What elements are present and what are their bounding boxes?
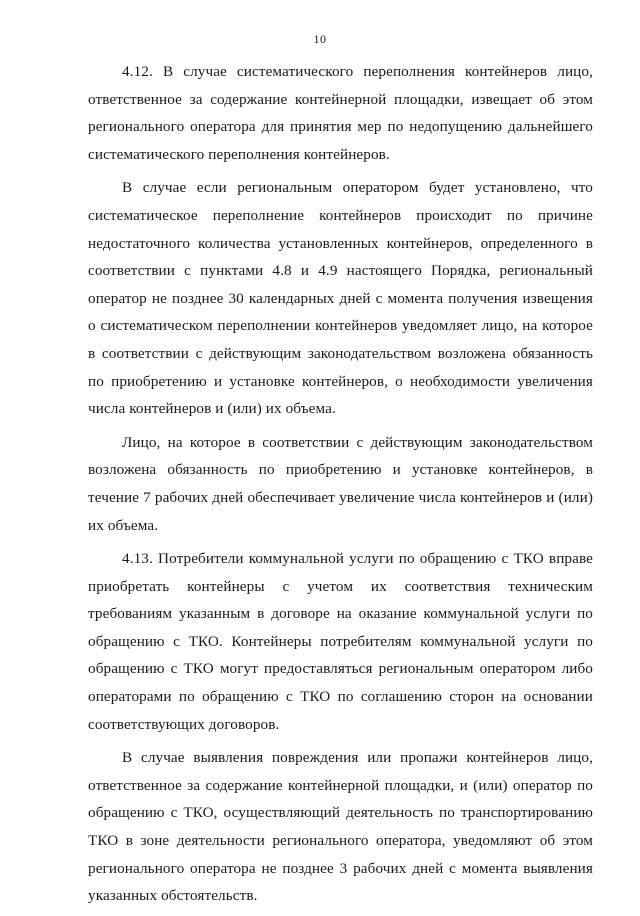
paragraph-damage-loss-notice: В случае выявления повреждения или пропажи контейнеров лицо, ответственное за содержание контейнерной площадки, и (или) оператор по обращению с ТКО, осуществляющий деятельность по транспортированию ТКО в зоне деятельности регионального оператора, уведомляют об этом регионального оператора не позднее 3 рабочих дней с момента выявления указанных обстоятельств. — [88, 749, 593, 905]
paragraph-4-13: 4.13. Потребители коммунальной услуги по обращению с ТКО вправе приобретать контейнеры с учетом их соответствия техническим требованиям указанным в договоре на оказание коммунальной услуги по обращению с ТКО. Контейнеры потребителям коммунальной услуги по обращению с ТКО могут предоставляться региональным оператором либо операторами по обращению с ТКО по соглашению сторон на основании соответствующих договоров. — [88, 550, 593, 733]
paragraph-regional-operator-notice: В случае если региональным оператором будет установлено, что систематическое переполнение контейнеров происходит по причине недостаточного количества установленных контейнеров, определенного в соответствии с пунктами 4.8 и 4.9 настоящего Порядка, региональный оператор не позднее 30 календарных дней с момента получения извещения о систематическом переполнении контейнеров уведомляет лицо, на которое в соответствии с действующим законодательством возложена обязанность по приобретению и установке контейнеров, о необходимости увеличения числа контейнеров и (или) их объема. — [88, 179, 593, 418]
page-number: 10 — [313, 32, 327, 46]
paragraph-4-12: 4.12. В случае систематического переполнения контейнеров лицо, ответственное за содержание контейнерной площадки, извещает об этом регионального оператора для принятия мер по недопущению дальнейшего систематического переполнения контейнеров. — [88, 63, 593, 163]
document-body — [88, 58, 593, 916]
paragraph-container-increase: Лицо, на которое в соответствии с действующим законодательством возложена обязанность по приобретению и установке контейнеров, в течение 7 рабочих дней обеспечивает увеличение числа контейнеров и (или) их объема. — [88, 433, 593, 534]
